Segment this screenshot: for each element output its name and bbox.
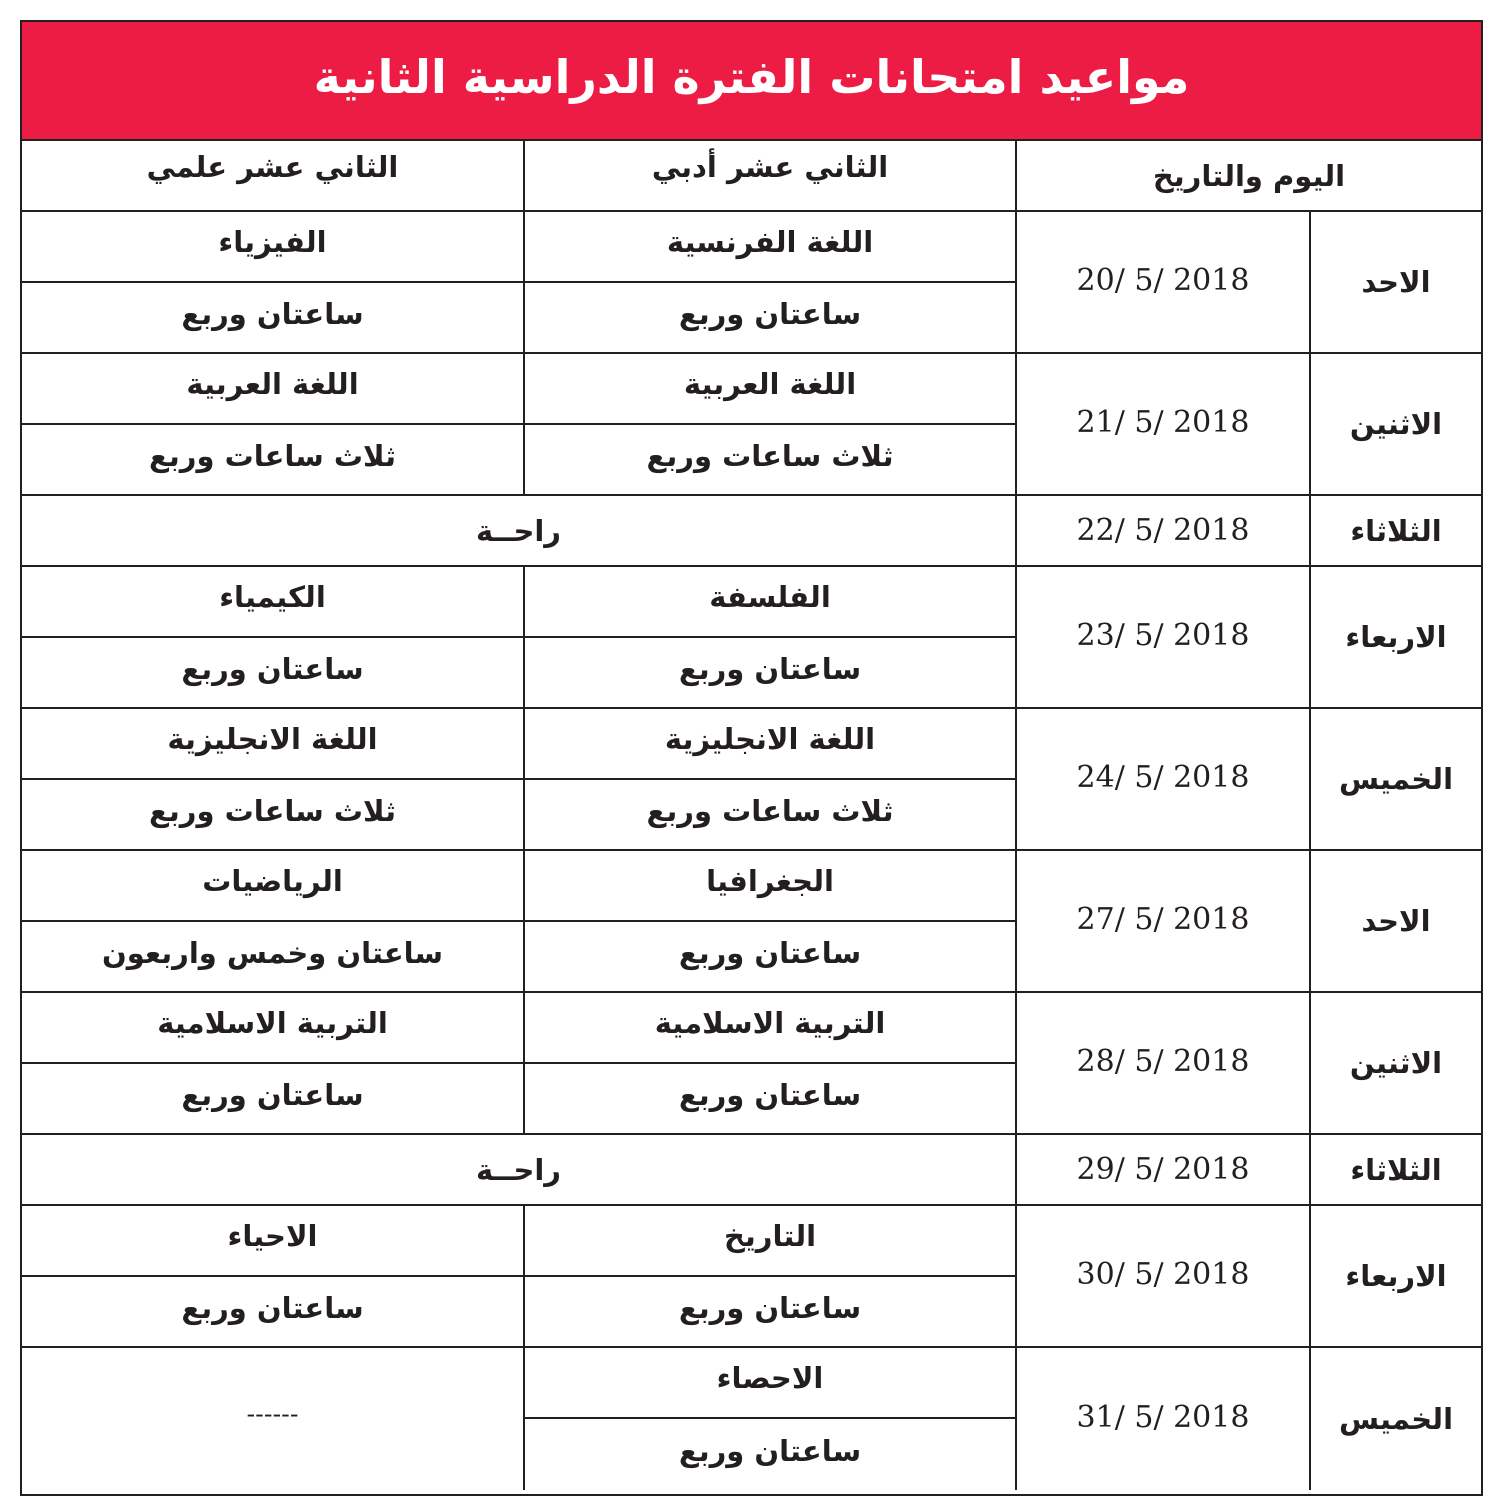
- scientific-subject-text: التربية الاسلامية: [157, 1005, 388, 1040]
- date-cell: [1017, 851, 1311, 993]
- date-cell: [1017, 496, 1311, 567]
- literary-duration: [525, 1277, 1017, 1348]
- literary-subject: [525, 993, 1017, 1064]
- scientific-duration: [22, 1277, 525, 1348]
- scientific-subject: [22, 851, 525, 922]
- date-cell-text: 30/ 5/ 2018: [1076, 1256, 1250, 1292]
- scientific-duration: [22, 425, 525, 496]
- header-scientific-text: الثاني عشر علمي: [146, 149, 399, 184]
- literary-duration: [525, 1419, 1017, 1490]
- scientific-empty: [22, 1348, 525, 1490]
- scientific-duration: [22, 638, 525, 709]
- scientific-subject: [22, 993, 525, 1064]
- literary-subject: [525, 1348, 1017, 1419]
- scientific-duration: [22, 1064, 525, 1135]
- date-cell-text: 28/ 5/ 2018: [1076, 1043, 1250, 1079]
- literary-duration: [525, 283, 1017, 354]
- scientific-subject-text: الفيزياء: [218, 224, 327, 259]
- scientific-empty-text: ------: [246, 1400, 299, 1428]
- literary-duration-text: ثلاث ساعات وربع: [646, 438, 894, 473]
- scientific-subject-text: اللغة العربية: [186, 366, 359, 401]
- literary-duration-text: ساعتان وربع: [678, 935, 862, 970]
- exam-schedule-sheet: [20, 20, 1483, 1496]
- literary-duration: [525, 922, 1017, 993]
- scientific-duration-text: ساعتان وربع: [181, 1290, 364, 1325]
- literary-duration-text: ثلاث ساعات وربع: [646, 793, 894, 828]
- date-cell-text: 24/ 5/ 2018: [1076, 759, 1250, 795]
- literary-subject-text: التربية الاسلامية: [654, 1005, 886, 1040]
- literary-duration: [525, 1064, 1017, 1135]
- day-cell-text: الاحد: [1361, 904, 1431, 938]
- literary-subject-text: اللغة العربية: [683, 366, 857, 401]
- day-cell-text: الخميس: [1339, 762, 1454, 796]
- day-cell-text: الخميس: [1339, 1402, 1454, 1436]
- literary-subject: [525, 212, 1017, 283]
- scientific-subject-text: الكيمياء: [219, 579, 326, 614]
- literary-subject: [525, 567, 1017, 638]
- rest-cell: [22, 496, 1017, 567]
- rest-cell-text: راحــة: [476, 1152, 561, 1187]
- scientific-duration-text: ثلاث ساعات وربع: [149, 793, 396, 828]
- scientific-subject: [22, 212, 525, 283]
- date-cell: [1017, 354, 1311, 496]
- literary-subject-text: اللغة الفرنسية: [666, 224, 874, 259]
- day-cell: [1311, 1348, 1481, 1490]
- literary-duration: [525, 425, 1017, 496]
- day-cell-text: الاربعاء: [1345, 620, 1447, 654]
- header-scientific: [22, 141, 525, 212]
- date-cell: [1017, 709, 1311, 851]
- literary-duration: [525, 638, 1017, 709]
- day-cell-text: الاثنين: [1349, 1046, 1443, 1080]
- literary-subject: [525, 354, 1017, 425]
- day-cell: [1311, 1206, 1481, 1348]
- header-literary-text: الثاني عشر أدبي: [651, 149, 889, 184]
- date-cell-text: 21/ 5/ 2018: [1076, 404, 1250, 440]
- literary-duration-text: ساعتان وربع: [678, 1077, 862, 1112]
- scientific-duration-text: ثلاث ساعات وربع: [149, 438, 396, 473]
- day-cell: [1311, 567, 1481, 709]
- literary-duration-text: ساعتان وربع: [678, 1433, 862, 1468]
- date-cell-text: 29/ 5/ 2018: [1076, 1152, 1250, 1187]
- literary-subject-text: الاحصاء: [716, 1360, 824, 1395]
- scientific-duration-text: ساعتان وربع: [181, 651, 364, 686]
- date-cell-text: 31/ 5/ 2018: [1076, 1399, 1250, 1435]
- scientific-subject-text: الرياضيات: [202, 863, 343, 898]
- scientific-subject-text: الاحياء: [227, 1218, 318, 1253]
- page-title: مواعيد امتحانات الفترة الدراسية الثانية: [313, 49, 1190, 104]
- scientific-subject: [22, 567, 525, 638]
- rest-cell-text: راحــة: [476, 513, 561, 548]
- date-cell-text: 20/ 5/ 2018: [1076, 262, 1250, 298]
- day-cell-text: الاثنين: [1349, 407, 1443, 441]
- literary-subject: [525, 851, 1017, 922]
- date-cell-text: 27/ 5/ 2018: [1076, 901, 1250, 937]
- date-cell-text: 23/ 5/ 2018: [1076, 617, 1250, 653]
- header-day-date-text: اليوم والتاريخ: [1152, 158, 1346, 193]
- day-cell: [1311, 993, 1481, 1135]
- literary-subject-text: الفلسفة: [709, 579, 831, 614]
- header-day-date: [1017, 141, 1481, 212]
- literary-subject: [525, 1206, 1017, 1277]
- scientific-subject: [22, 1206, 525, 1277]
- day-cell-text: الثلاثاء: [1350, 1152, 1442, 1187]
- scientific-duration: [22, 922, 525, 993]
- scientific-subject: [22, 354, 525, 425]
- title-bar: [22, 22, 1481, 141]
- day-cell: [1311, 851, 1481, 993]
- rest-cell: [22, 1135, 1017, 1206]
- literary-duration-text: ساعتان وربع: [678, 1290, 862, 1325]
- literary-duration-text: ساعتان وربع: [678, 651, 862, 686]
- date-cell: [1017, 1206, 1311, 1348]
- date-cell: [1017, 567, 1311, 709]
- literary-duration: [525, 780, 1017, 851]
- scientific-subject-text: اللغة الانجليزية: [167, 721, 378, 756]
- scientific-duration: [22, 780, 525, 851]
- day-cell: [1311, 709, 1481, 851]
- scientific-duration: [22, 283, 525, 354]
- day-cell-text: الاربعاء: [1345, 1259, 1447, 1293]
- scientific-duration-text: ساعتان وربع: [181, 296, 364, 331]
- day-cell: [1311, 496, 1481, 567]
- literary-subject: [525, 709, 1017, 780]
- literary-subject-text: اللغة الانجليزية: [664, 721, 876, 756]
- scientific-subject: [22, 709, 525, 780]
- date-cell: [1017, 1135, 1311, 1206]
- date-cell-text: 22/ 5/ 2018: [1076, 513, 1250, 548]
- schedule-table: [22, 141, 1481, 1494]
- literary-duration-text: ساعتان وربع: [678, 296, 862, 331]
- day-cell-text: الاحد: [1361, 265, 1431, 299]
- date-cell: [1017, 993, 1311, 1135]
- date-cell: [1017, 1348, 1311, 1490]
- scientific-duration-text: ساعتان وخمس واربعون: [101, 935, 444, 970]
- date-cell: [1017, 212, 1311, 354]
- day-cell: [1311, 1135, 1481, 1206]
- day-cell: [1311, 354, 1481, 496]
- day-cell: [1311, 212, 1481, 354]
- scientific-duration-text: ساعتان وربع: [181, 1077, 364, 1112]
- literary-subject-text: الجغرافيا: [706, 863, 834, 898]
- literary-subject-text: التاريخ: [723, 1218, 817, 1253]
- day-cell-text: الثلاثاء: [1350, 513, 1442, 548]
- header-literary: [525, 141, 1017, 212]
